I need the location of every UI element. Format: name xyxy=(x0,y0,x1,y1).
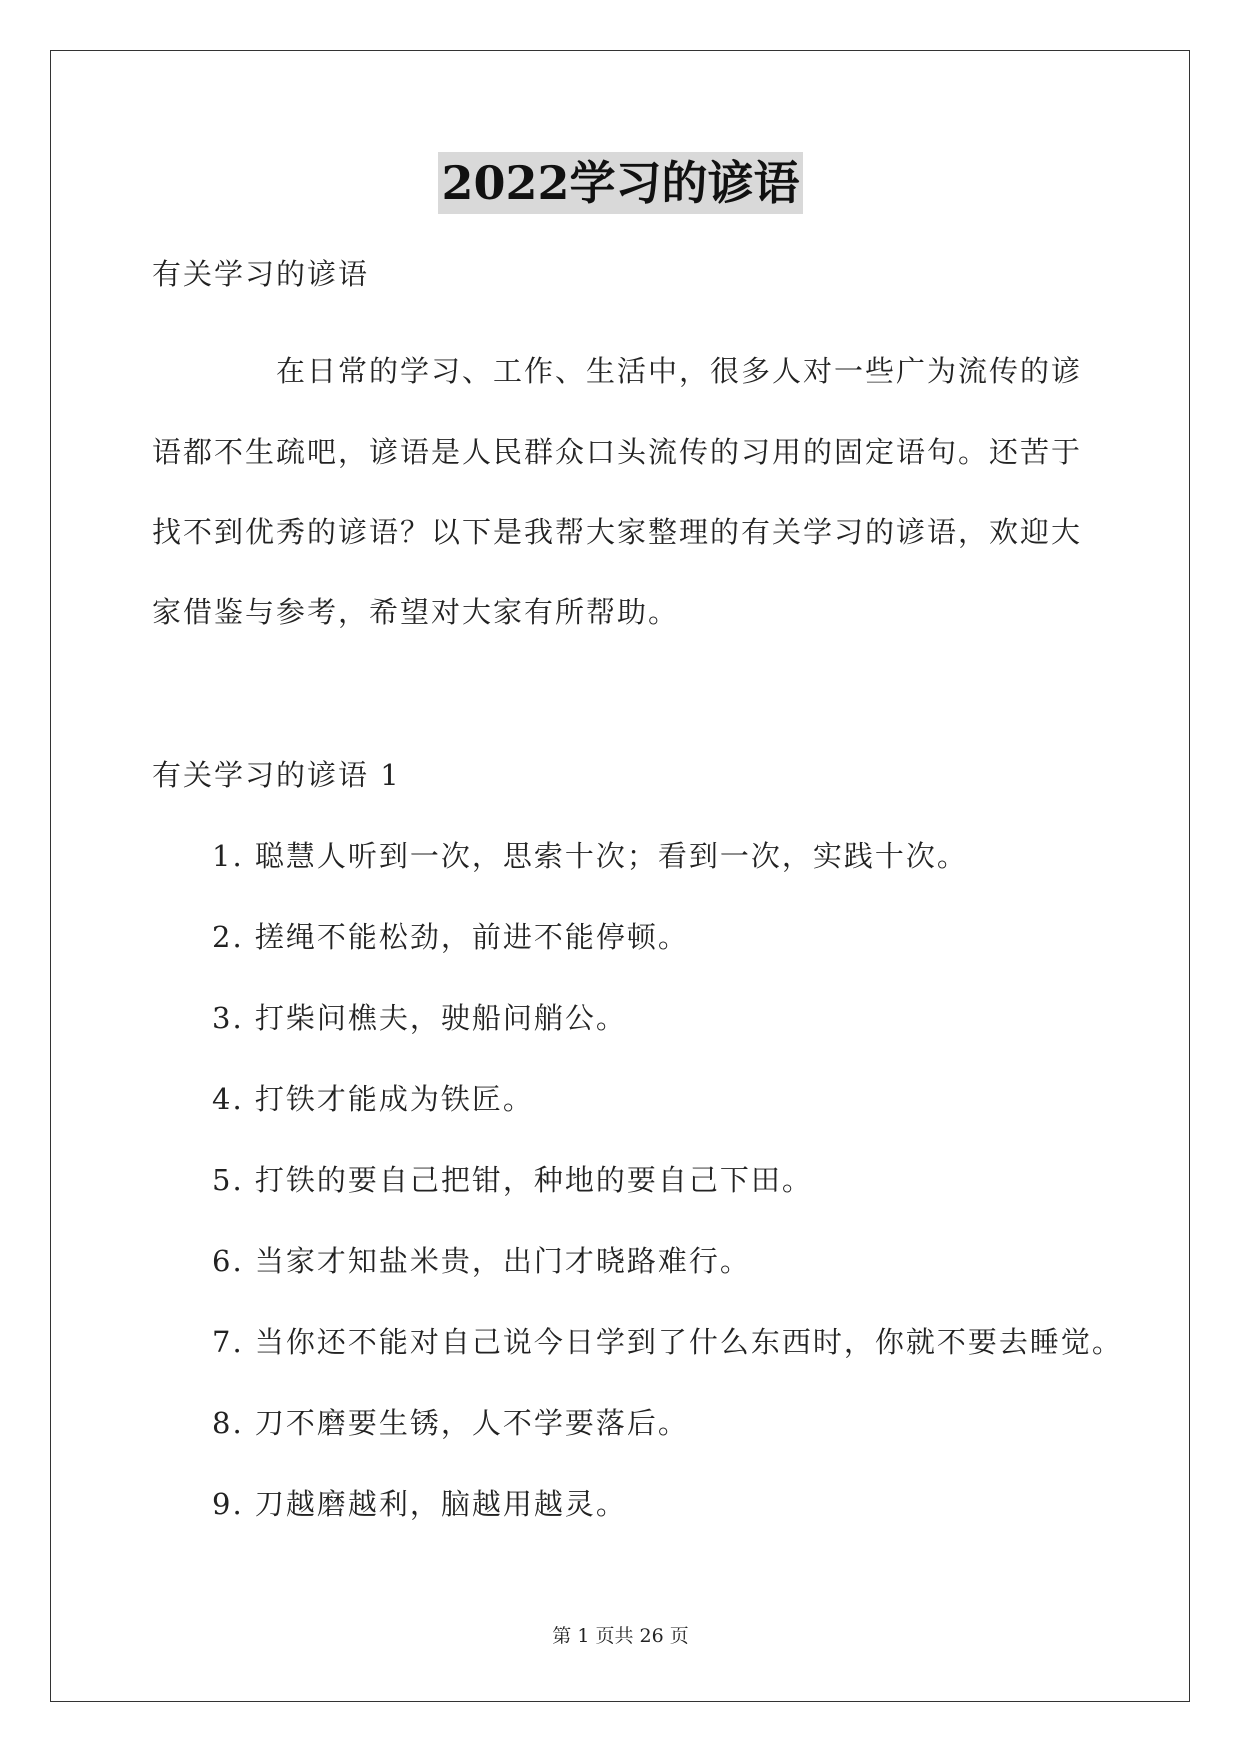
section-heading: 有关学习的谚语 1 xyxy=(152,758,401,792)
intro-paragraph-line: 在日常的学习、工作、生活中，很多人对一些广为流传的谚 xyxy=(276,354,1083,388)
intro-paragraph-line: 语都不生疏吧，谚语是人民群众口头流传的习用的固定语句。还苦于 xyxy=(152,435,1083,469)
list-item: 5. 打铁的要自己把钳，种地的要自己下田。 xyxy=(212,1163,813,1197)
list-item: 7. 当你还不能对自己说今日学到了什么东西时，你就不要去睡觉。 xyxy=(212,1325,1123,1359)
intro-paragraph-line: 家借鉴与参考，希望对大家有所帮助。 xyxy=(152,595,680,629)
list-item: 3. 打柴问樵夫，驶船问艄公。 xyxy=(212,1001,627,1035)
list-item: 9. 刀越磨越利，脑越用越灵。 xyxy=(212,1487,627,1521)
page-border xyxy=(50,50,1190,1702)
list-item: 6. 当家才知盐米贵，出门才晓路难行。 xyxy=(212,1244,751,1278)
document-title: 2022学习的谚语 xyxy=(438,152,802,214)
list-item: 2. 搓绳不能松劲，前进不能停顿。 xyxy=(212,920,689,954)
intro-paragraph-line: 找不到优秀的谚语？以下是我帮大家整理的有关学习的谚语，欢迎大 xyxy=(152,515,1083,549)
title-container xyxy=(0,152,1241,214)
page-footer xyxy=(0,1623,1241,1649)
list-item: 1. 聪慧人听到一次，思索十次；看到一次，实践十次。 xyxy=(212,839,968,873)
page-total: 共 26 页 xyxy=(614,1625,689,1647)
intro-heading: 有关学习的谚语 xyxy=(152,257,370,291)
list-item: 4. 打铁才能成为铁匠。 xyxy=(212,1082,534,1116)
list-item: 8. 刀不磨要生锈，人不学要落后。 xyxy=(212,1406,689,1440)
page-number: 第 1 页 xyxy=(552,1625,615,1647)
